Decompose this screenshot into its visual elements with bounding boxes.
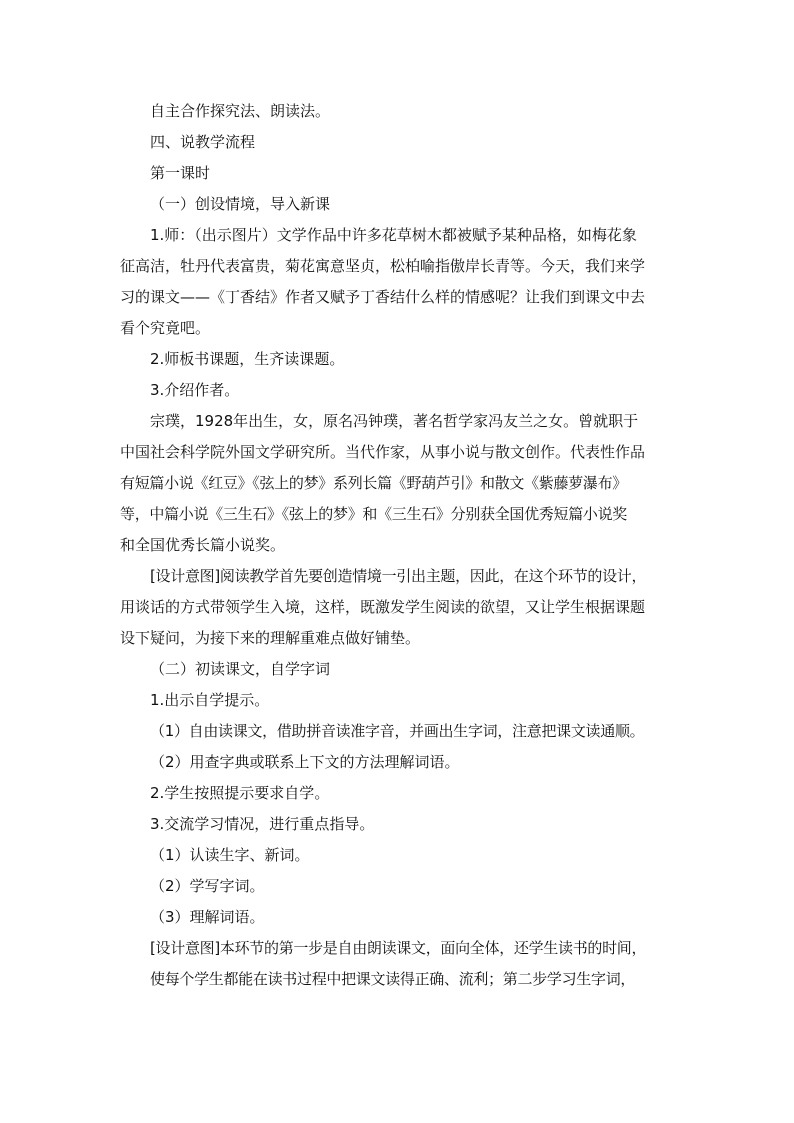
- list-item: （1）认读生字、新词。: [150, 846, 310, 864]
- text-line: 等，中篇小说《三生石》《弦上的梦》和《三生石》分别获全国优秀短篇小说奖: [120, 505, 628, 523]
- text-line: 和全国优秀长篇小说奖。: [120, 536, 286, 554]
- list-item: （1）自由读课文，借助拼音读准字音，并画出生字词，注意把课文读通顺。: [150, 722, 645, 740]
- step-heading: （一）创设情境，导入新课: [150, 195, 331, 213]
- text-line: 有短篇小说《红豆》《弦上的梦》系列长篇《野葫芦引》和散文《紫藤萝瀑布》: [120, 474, 628, 492]
- text-line: 习的课文——《丁香结》作者又赋予丁香结什么样的情感呢？让我们到课文中去: [120, 288, 646, 306]
- text-line: 3.介绍作者。: [150, 381, 240, 399]
- lesson-heading: 第一课时: [150, 164, 211, 182]
- text-line: 用谈话的方式带领学生入境，这样，既激发学生阅读的欲望，又让学生根据课题: [120, 598, 646, 616]
- text-line: 看个究竟吧。: [120, 319, 211, 337]
- text-line: 征高洁，牡丹代表富贵，菊花寓意坚贞，松柏喻指傲岸长青等。今天，我们来学: [120, 257, 646, 275]
- text-line: 1.师：（出示图片）文学作品中许多花草树木都被赋予某种品格，如梅花象: [150, 226, 637, 244]
- text-line: 2.学生按照提示要求自学。: [150, 784, 330, 802]
- step-heading: （二）初读课文，自学字词: [150, 660, 331, 678]
- list-item: （2）用查字典或联系上下文的方法理解词语。: [150, 753, 460, 771]
- document-body: [120, 96, 680, 995]
- text-line: 2.师板书课题，生齐读课题。: [150, 350, 345, 368]
- text-line: 设下疑问，为接下来的理解重难点做好铺垫。: [120, 629, 421, 647]
- text-line: 宗璞，1928年出生，女，原名冯钟璞，著名哲学家冯友兰之女。曾就职于: [150, 412, 639, 430]
- text-line: 中国社会科学院外国文学研究所。当代作家，从事小说与散文创作。代表性作品: [120, 443, 646, 461]
- text-line: 1.出示自学提示。: [150, 691, 270, 709]
- section-heading: 四、说教学流程: [150, 133, 256, 151]
- design-intent-text: [设计意图]本环节的第一步是自由朗读课文，面向全体，还学生读书的时间，: [150, 939, 647, 957]
- design-intent-text: [设计意图]阅读教学首先要创造情境一引出主题，因此，在这个环节的设计，: [150, 567, 647, 585]
- text-line: 使每个学生都能在读书过程中把课文读得正确、流利；第二步学习生字词，: [150, 970, 636, 988]
- text-line: 自主合作探究法、朗读法。: [150, 102, 331, 120]
- list-item: （3）理解词语。: [150, 908, 265, 926]
- text-line: 3.交流学习情况，进行重点指导。: [150, 815, 375, 833]
- list-item: （2）学写字词。: [150, 877, 265, 895]
